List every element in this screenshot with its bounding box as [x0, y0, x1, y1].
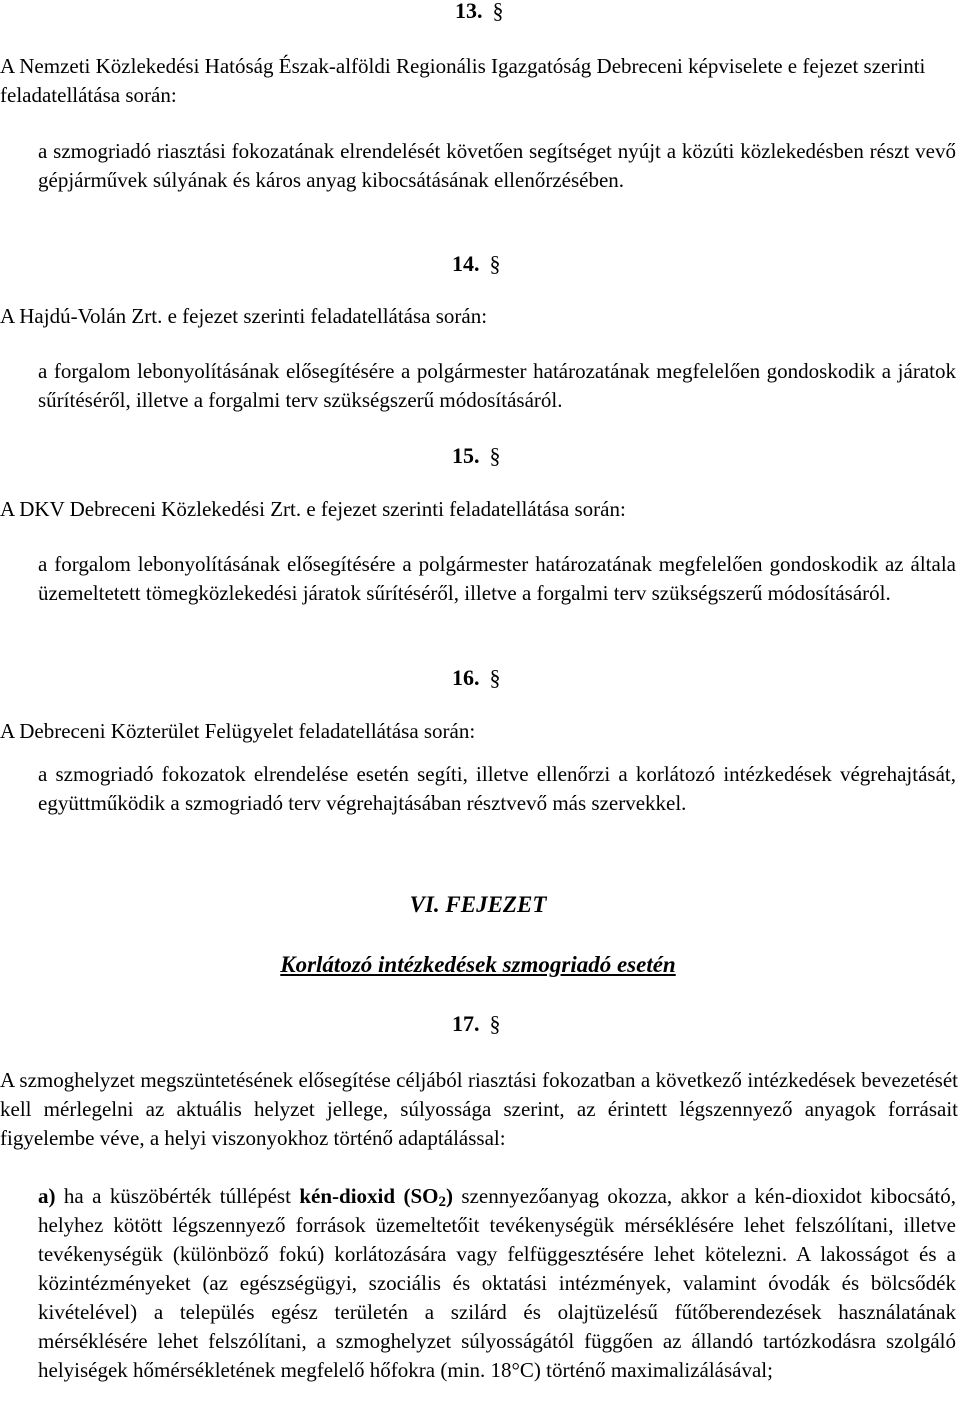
section-13-heading: [455, 0, 504, 25]
section-16-heading: [452, 663, 501, 692]
section-symbol: §: [489, 1011, 501, 1036]
section-number: 13.: [455, 0, 483, 23]
section-16-intro: A Debreceni Közterület Felügyelet feladatellátása során:: [0, 719, 476, 743]
section-13-body: a szmogriadó riasztási fokozatának elrendelését követően segítséget nyújt a közúti közlekedésben részt vevő gépjárművek súlyának és káros anyag kibocsátásának ellenőrzésében.: [38, 139, 956, 192]
section-15-intro: A DKV Debreceni Közlekedési Zrt. e fejezet szerinti feladatellátása során:: [0, 497, 626, 521]
section-number: 17.: [452, 1011, 480, 1036]
item-marker: a): [38, 1184, 56, 1208]
chapter-subtitle: Korlátozó intézkedések szmogriadó esetén: [280, 952, 676, 977]
pollutant-formula: [403, 1184, 453, 1208]
item-rest: szennyezőanyag okozza, akkor a kén-dioxidot kibocsátó, helyhez kötött légszennyező források üzemeltetőit tevékenységük mérséklésére lehet felszólítani, illetve tevékenységük (különböző fokú) korlátozására vagy felfüggesztésére lehet kötelezni. A lakosságot és a közintézményeket (az egészségügyi, szociális és oktatási intézmények, valamint óvodák és bölcsődék kivételével) a település egész területén a szilárd és olajtüzelésű fűtőberendezések használatának mérséklésére lehet felszólítani, a szmoghelyzet súlyosságától függően az állandó tartózkodásra szolgáló helyiségek hőmérsékletének megfelelő hőfokra (min. 18°C) történő maximalizálásával;: [38, 1184, 957, 1382]
section-17-heading: [452, 1009, 501, 1038]
section-15-body: a forgalom lebonyolításának elősegítésére a polgármester határozatának megfelelően gondoskodik az általa üzemeltetett tömegközlekedési járatok sűrítéséről, illetve a forgalmi terv szükségszerű módosításáról.: [38, 552, 956, 605]
section-symbol: §: [492, 0, 504, 23]
section-15-heading: [452, 441, 501, 470]
section-symbol: §: [489, 665, 501, 690]
section-14-body: a forgalom lebonyolításának elősegítésére a polgármester határozatának megfelelően gondoskodik a járatok sűrítéséről, illetve a forgalmi terv szükségszerű módosításáról.: [38, 359, 956, 412]
section-17-intro: A szmoghelyzet megszüntetésének elősegítése céljából riasztási fokozatban a következő intézkedések bevezetését kell mérlegelni az aktuális helyzet jellege, súlyossága szerint, az érintett légszennyező anyagok forrásait figyelembe véve, a helyi viszonyokhoz történő adaptálással:: [0, 1068, 958, 1150]
section-14-intro: A Hajdú-Volán Zrt. e fejezet szerinti feladatellátása során:: [0, 304, 488, 328]
section-symbol: §: [489, 443, 501, 468]
section-16-body: a szmogriadó fokozatok elrendelése esetén segíti, illetve ellenőrzi a korlátozó intézkedések végrehajtását, együttműködik a szmogriadó terv végrehajtásában résztvevő más szervekkel.: [38, 762, 956, 815]
section-17-item-a: [38, 1182, 956, 1385]
section-number: 16.: [452, 665, 480, 690]
formula-close: ): [446, 1184, 453, 1208]
item-lead: ha a küszöbérték túllépést: [63, 1184, 291, 1208]
section-symbol: §: [489, 251, 501, 276]
section-number: 15.: [452, 443, 480, 468]
formula-subscript: 2: [438, 1194, 446, 1210]
pollutant-name: kén-dioxid: [299, 1184, 396, 1208]
chapter-title: VI. FEJEZET: [409, 892, 547, 917]
section-13-intro: A Nemzeti Közlekedési Hatóság Észak-alföldi Regionális Igazgatóság Debreceni képviselete e fejezet szerinti feladatellátása során:: [0, 54, 926, 107]
section-number: 14.: [452, 251, 480, 276]
section-14-heading: [452, 249, 501, 278]
formula-open: (SO: [403, 1184, 439, 1208]
chapter-subtitle-wrap: [0, 950, 956, 979]
